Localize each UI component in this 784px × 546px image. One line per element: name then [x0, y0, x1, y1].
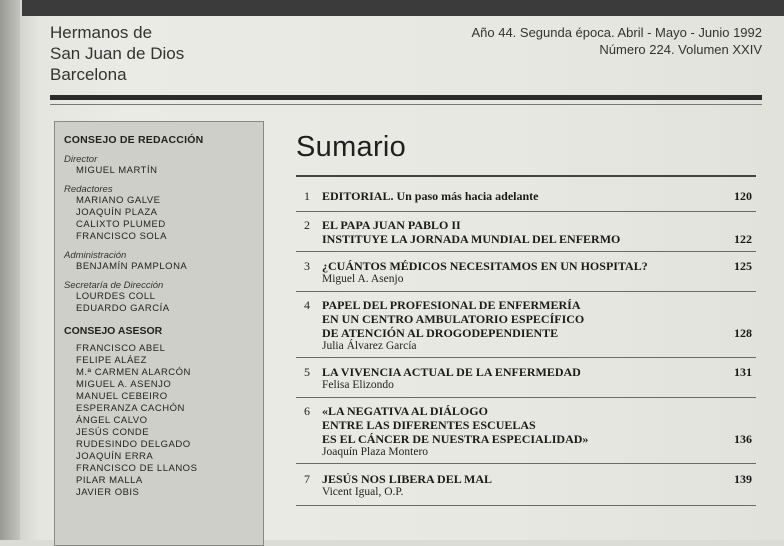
advisor-name: JOAQUÍN ERRA — [76, 451, 154, 462]
advisor-name: ÁNGEL CALVO — [76, 415, 148, 426]
toc-entry-title-line: INSTITUYE LA JORNADA MUNDIAL DEL ENFERMO — [322, 232, 621, 246]
toc-entry[interactable] — [296, 292, 756, 358]
toc-entry-page: 136 — [734, 432, 752, 446]
issue-info — [471, 24, 762, 58]
advisor-name: FELIPE ALÁEZ — [76, 355, 147, 366]
advisor-name: FRANCISCO DE LLANOS — [76, 463, 198, 474]
administracion-name: BENJAMÍN PAMPLONA — [76, 261, 188, 272]
advisor-name: RUDESINDO DELGADO — [76, 439, 191, 450]
sumario-rule — [296, 175, 756, 177]
advisor-name: M.ª CARMEN ALARCÓN — [76, 367, 191, 378]
toc-entry-page: 120 — [734, 189, 752, 203]
toc-entry-title-line: PAPEL DEL PROFESIONAL DE ENFERMERÍA — [322, 298, 581, 312]
advisor-name: JAVIER OBIS — [76, 487, 140, 498]
toc-entry-title-line: LA VIVENCIA ACTUAL DE LA ENFERMEDAD — [322, 365, 581, 379]
administracion-label: Administración — [64, 250, 127, 261]
toc-entry-page: 122 — [734, 232, 752, 246]
toc-entry-title-line: ¿CUÁNTOS MÉDICOS NECESITAMOS EN UN HOSPITAL? — [322, 259, 648, 273]
advisor-name: ESPERANZA CACHÓN — [76, 403, 185, 414]
toc-entry-title — [322, 218, 756, 246]
toc-entry[interactable] — [296, 180, 756, 212]
issue-date-line: Año 44. Segunda época. Abril - Mayo - Junio 1992 — [471, 25, 762, 40]
toc-entry-page: 139 — [734, 472, 752, 486]
toc-entry-author: Felisa Elizondo — [322, 379, 394, 391]
toc-entry-title-line: EL PAPA JUAN PABLO II — [322, 218, 461, 232]
binding-edge — [0, 0, 20, 540]
director-label: Director — [64, 154, 98, 165]
toc-entry[interactable] — [296, 252, 756, 292]
redactor-name: JOAQUÍN PLAZA — [76, 207, 158, 218]
toc-entry-number: 2 — [304, 218, 310, 232]
secretaria-name: EDUARDO GARCÍA — [76, 303, 170, 314]
toc-entry-page: 131 — [734, 365, 752, 379]
toc-entry-title — [322, 404, 756, 446]
header-thin-rule — [50, 104, 762, 105]
toc-entry-title-line: EN UN CENTRO AMBULATORIO ESPECÍFICO — [322, 312, 585, 326]
advisory-board-heading: CONSEJO ASESOR — [64, 325, 163, 337]
toc-entry[interactable] — [296, 398, 756, 464]
toc-entry-title — [322, 259, 756, 273]
redactor-name: CALIXTO PLUMED — [76, 219, 166, 230]
toc-entry-page: 125 — [734, 259, 752, 273]
issue-number-line: Número 224. Volumen XXIV — [599, 42, 762, 57]
toc-entry[interactable] — [296, 212, 756, 252]
toc-entry-title — [322, 298, 756, 340]
board-heading: CONSEJO DE REDACCIÓN — [64, 134, 204, 146]
toc-entry-number: 1 — [304, 189, 310, 203]
toc-entry-number: 3 — [304, 259, 310, 273]
toc-entry-title-line: JESÚS NOS LIBERA DEL MAL — [322, 472, 493, 486]
toc-entry-author: Vicent Igual, O.P. — [322, 486, 404, 498]
editorial-board-panel — [54, 121, 264, 546]
secretaria-name: LOURDES COLL — [76, 291, 156, 302]
toc-entry-number: 7 — [304, 472, 310, 486]
header-thick-rule — [50, 95, 762, 100]
sumario-title: Sumario — [296, 131, 407, 163]
top-dark-band — [22, 0, 784, 16]
director-name: MIGUEL MARTÍN — [76, 165, 158, 176]
advisor-name: JESÚS CONDE — [76, 427, 150, 438]
publisher-line: Barcelona — [50, 65, 127, 84]
toc-entry-number: 4 — [304, 298, 310, 312]
toc-entry-page: 128 — [734, 326, 752, 340]
publisher-line: Hermanos de — [50, 23, 153, 42]
toc-entry-title-line: DE ATENCIÓN AL DROGODEPENDIENTE — [322, 326, 559, 340]
toc-entry[interactable] — [296, 464, 756, 506]
toc-entry-author: Joaquín Plaza Montero — [322, 446, 429, 458]
toc-entry-author: Miguel A. Asenjo — [322, 273, 404, 285]
toc-entry-title — [322, 472, 756, 486]
secretaria-label: Secretaría de Dirección — [64, 280, 164, 291]
advisor-name: PILAR MALLA — [76, 475, 143, 486]
toc-entry[interactable] — [296, 358, 756, 398]
toc-entry-title-line: ES EL CÁNCER DE NUESTRA ESPECIALIDAD» — [322, 432, 589, 446]
toc-entry-title-line: ENTRE LAS DIFERENTES ESCUELAS — [322, 418, 536, 432]
toc-entry-number: 5 — [304, 365, 310, 379]
toc-entry-title-line: «LA NEGATIVA AL DIÁLOGO — [322, 404, 488, 418]
redactor-name: MARIANO GALVE — [76, 195, 161, 206]
toc-entry-title — [322, 365, 756, 379]
publisher-name — [50, 22, 184, 85]
toc-entry-title-line: EDITORIAL. Un paso más hacia adelante — [322, 189, 539, 203]
redactor-name: FRANCISCO SOLA — [76, 231, 167, 242]
advisor-name: MIGUEL A. ASENJO — [76, 379, 172, 390]
toc-entry-title — [322, 189, 756, 203]
toc-entry-number: 6 — [304, 404, 310, 418]
advisor-name: FRANCISCO ABEL — [76, 343, 166, 354]
advisor-name: MANUEL CEBEIRO — [76, 391, 168, 402]
toc-entry-author: Julia Álvarez García — [322, 340, 417, 352]
redactores-label: Redactores — [64, 184, 113, 195]
publisher-line: San Juan de Dios — [50, 44, 185, 63]
table-of-contents — [296, 180, 756, 506]
